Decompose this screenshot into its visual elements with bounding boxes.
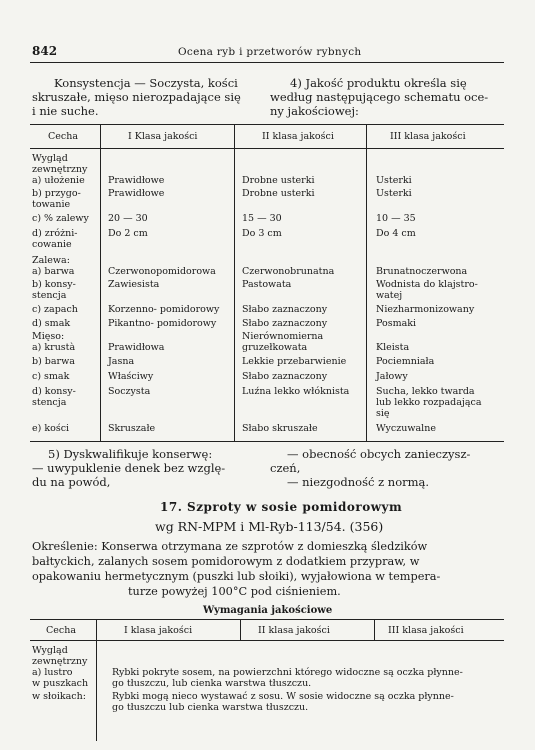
intro-left-line: Konsystencja — Soczysta, kości [54, 76, 238, 90]
intro-right-line: ny jakościowej: [270, 104, 359, 118]
class-3-cell: Wyczuwalne [376, 423, 436, 434]
feature-label: w puszkach [32, 678, 89, 689]
feature-cell: d) konsy- [32, 386, 76, 397]
disq-right-line: czeń, [270, 461, 301, 475]
class-2-cell: Do 3 cm [242, 228, 282, 239]
class-2-cell: Słabo zaznaczony [242, 318, 328, 329]
column-header: II klasa jakości [258, 625, 330, 636]
class-3-cell: Do 4 cm [376, 228, 416, 239]
disq-left-line: 5) Dyskwalifikuje konserwę: [48, 447, 213, 461]
column-header: Cecha [46, 625, 76, 636]
column-divider [374, 619, 375, 640]
table-top-rule [30, 619, 504, 620]
class-3-cell: Kleista [376, 342, 410, 353]
disq-left-line: du na powód, [32, 475, 111, 489]
running-title: Ocena ryb i przetworów rybnych [178, 46, 362, 58]
requirement-text: go tłuszczu, lub cienka warstwa tłuszczu. [112, 678, 312, 689]
class-2-cell: Słabo skruszałe [242, 423, 318, 434]
column-header: II klasa jakości [262, 131, 334, 142]
column-header: I Klasa jakości [128, 131, 198, 142]
feature-cell: stencja [32, 290, 67, 301]
intro-right-line: 4) Jakość produktu określa się [290, 76, 467, 90]
class-1-cell: Prawidłowa [108, 342, 165, 353]
class-2-cell: Czerwonobrunatna [242, 266, 335, 277]
column-divider [100, 124, 101, 441]
feature-cell: Mięso: [32, 331, 65, 342]
feature-cell: zewnętrzny [32, 164, 88, 175]
class-2-cell: gruzełkowata [242, 342, 308, 353]
class-2-cell: Lekkie przebarwienie [242, 356, 347, 367]
class-1-cell: Jasna [108, 356, 135, 367]
class-1-cell: 20 — 30 [108, 213, 148, 224]
intro-right-line: według następującego schematu oce- [270, 90, 489, 104]
column-header: III klasa jakości [388, 625, 464, 636]
feature-label: Wygląd [32, 645, 68, 656]
table-bottom-rule [30, 441, 504, 442]
class-1-cell: Skruszałe [108, 423, 156, 434]
class-1-cell: Zawiesista [108, 279, 160, 290]
definition-line: bałtyckich, zalanych sosem pomidorowym z dodatkiem przypraw, w [32, 555, 420, 568]
column-divider [234, 124, 235, 441]
class-2-cell: 15 — 30 [242, 213, 282, 224]
feature-cell: c) smak [32, 371, 70, 382]
disq-right-line: — obecność obcych zanieczysz- [287, 447, 471, 461]
class-3-cell: watej [376, 290, 403, 301]
feature-cell: Zalewa: [32, 255, 70, 266]
column-header: Cecha [48, 131, 78, 142]
feature-label: a) lustro [32, 667, 73, 678]
feature-cell: Wygląd [32, 153, 68, 164]
column-divider [96, 619, 97, 741]
class-2-cell: Drobne usterki [242, 188, 315, 199]
disq-left-line: — uwypuklenie denek bez wzglę- [32, 461, 226, 475]
class-2-cell: Nierównomierna [242, 331, 324, 342]
feature-cell: c) % zalewy [32, 213, 89, 224]
requirements-title: Wymagania jakościowe [203, 605, 333, 616]
feature-cell: towanie [32, 199, 71, 210]
class-3-cell: Sucha, lekko twarda [376, 386, 475, 397]
class-3-cell: Pociemniała [376, 356, 435, 367]
class-3-cell: Brunatnoczerwona [376, 266, 468, 277]
definition-line: Określenie: Konserwa otrzymana ze szprotów z domieszką śledzików [32, 540, 428, 553]
intro-left-line: skruszałe, mięso nierozpadające się [32, 90, 241, 104]
requirement-text: Rybki mogą nieco wystawać z sosu. W sosie widoczne są oczka płynne- [112, 691, 454, 702]
section-subtitle: wg RN-MPM i Ml-Ryb-113/54. (356) [155, 519, 384, 534]
class-3-cell: Usterki [376, 175, 412, 186]
class-2-cell: Drobne usterki [242, 175, 315, 186]
feature-cell: c) zapach [32, 304, 78, 315]
feature-cell: a) barwa [32, 266, 75, 277]
column-divider [240, 619, 241, 640]
class-2-cell: Słabo zaznaczony [242, 371, 328, 382]
column-divider [366, 124, 367, 441]
disq-right-line: — niezgodność z normą. [287, 475, 430, 489]
definition-line: turze powyżej 100°C pod ciśnieniem. [128, 585, 341, 598]
feature-cell: d) smak [32, 318, 71, 329]
table-header-rule [30, 148, 504, 149]
intro-left-line: i nie suche. [32, 104, 99, 118]
class-3-cell: Usterki [376, 188, 412, 199]
page-number: 842 [32, 44, 58, 58]
feature-cell: b) przygo- [32, 188, 81, 199]
requirement-text: go tłuszczu lub cienka warstwa tłuszczu. [112, 702, 309, 713]
feature-cell: e) kości [32, 423, 70, 434]
class-2-cell: Luźna lekko włóknista [242, 386, 350, 397]
class-1-cell: Pikantno- pomidorowy [108, 318, 217, 329]
requirement-text: Rybki pokryte sosem, na powierzchni którego widoczne są oczka płynne- [112, 667, 463, 678]
class-2-cell: Pastowata [242, 279, 292, 290]
class-3-cell: 10 — 35 [376, 213, 416, 224]
table-top-rule [30, 124, 504, 125]
table-header-rule [30, 640, 504, 641]
class-1-cell: Właściwy [108, 371, 154, 382]
class-1-cell: Do 2 cm [108, 228, 148, 239]
class-2-cell: Słabo zaznaczony [242, 304, 328, 315]
section-title: 17. Szproty w sosie pomidorowym [160, 500, 403, 514]
column-header: I klasa jakości [124, 625, 193, 636]
class-3-cell: lub lekko rozpadająca [376, 397, 482, 408]
feature-cell: a) ułożenie [32, 175, 85, 186]
class-1-cell: Czerwonopomidorowa [108, 266, 216, 277]
class-1-cell: Soczysta [108, 386, 151, 397]
class-3-cell: Niezharmonizowany [376, 304, 475, 315]
feature-label: w słoikach: [32, 691, 86, 702]
class-3-cell: Jałowy [376, 371, 408, 382]
header-rule [30, 62, 504, 63]
definition-line: opakowaniu hermetycznym (puszki lub słoiki), wyjałowiona w tempera- [32, 570, 441, 583]
feature-cell: b) barwa [32, 356, 75, 367]
feature-cell: a) krustà [32, 342, 76, 353]
class-3-cell: Wodnista do klajstro- [376, 279, 478, 290]
feature-cell: cowanie [32, 239, 72, 250]
column-header: III klasa jakości [390, 131, 466, 142]
class-3-cell: się [376, 408, 390, 419]
class-1-cell: Prawidłowe [108, 175, 165, 186]
feature-cell: b) konsy- [32, 279, 76, 290]
class-1-cell: Korzenno- pomidorowy [108, 304, 220, 315]
feature-cell: d) zróżni- [32, 228, 78, 239]
feature-label: zewnętrzny [32, 656, 88, 667]
class-3-cell: Posmaki [376, 318, 417, 329]
class-1-cell: Prawidłowe [108, 188, 165, 199]
feature-cell: stencja [32, 397, 67, 408]
